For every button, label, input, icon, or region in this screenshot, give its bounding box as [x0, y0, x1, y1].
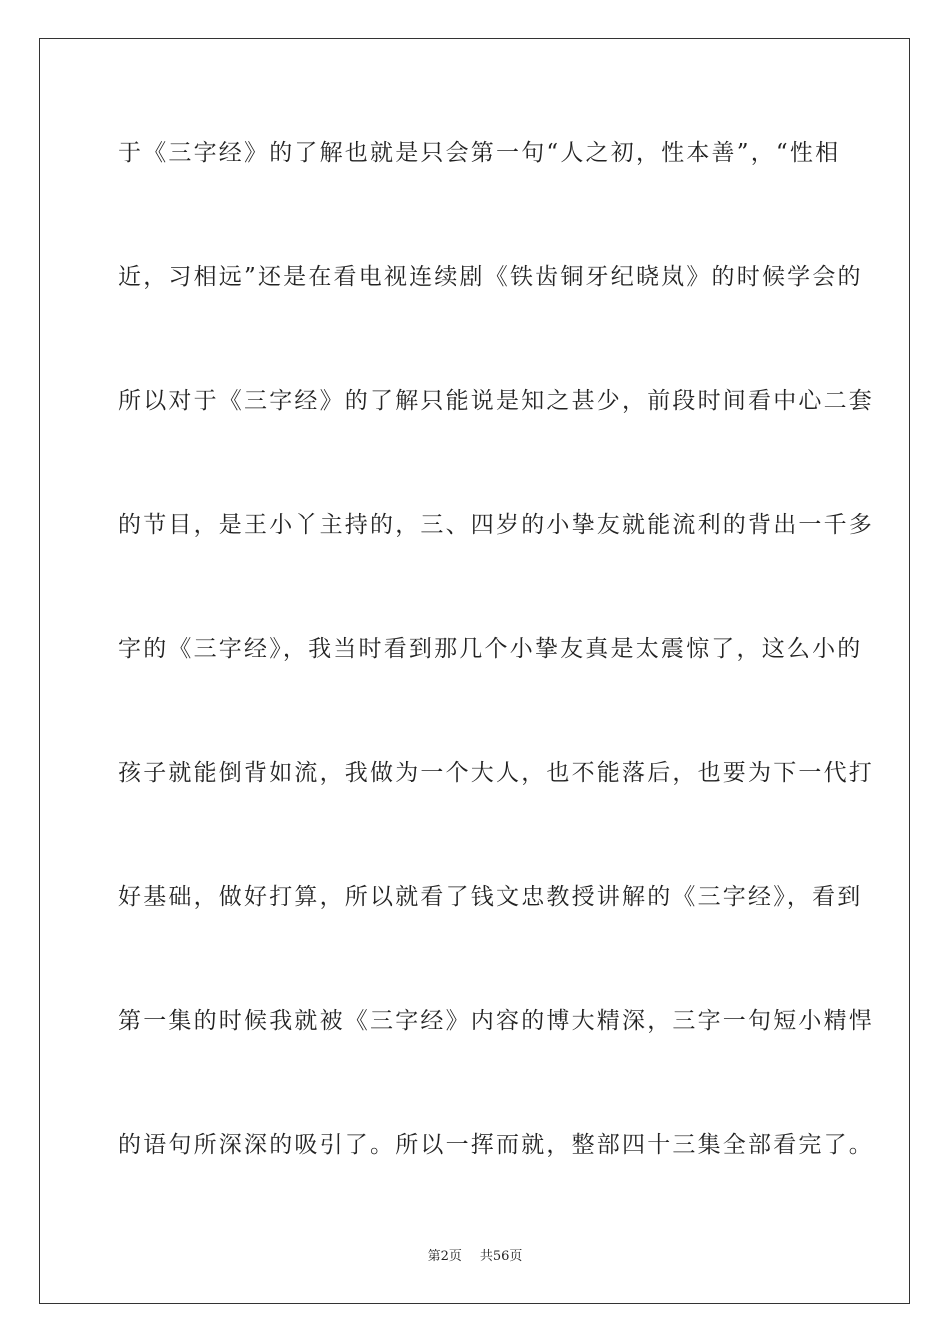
body-text-line-9: 的语句所深深的吸引了。所以一挥而就，整部四十三集全部看完了。 [118, 1132, 874, 1158]
body-text-line-6: 孩子就能倒背如流，我做为一个大人，也不能落后，也要为下一代打 [118, 760, 874, 786]
body-text-line-8: 第一集的时候我就被《三字经》内容的博大精深，三字一句短小精悍 [118, 1008, 874, 1034]
body-text-line-4: 的节目，是王小丫主持的，三、四岁的小挚友就能流利的背出一千多 [118, 512, 874, 538]
body-text-line-3: 所以对于《三字经》的了解只能说是知之甚少，前段时间看中心二套 [118, 388, 874, 414]
page-border [39, 38, 910, 1304]
page-number: 第2页 [427, 1249, 462, 1264]
body-text-line-1: 于《三字经》的了解也就是只会第一句“人之初，性本善”，“性相 [118, 140, 841, 166]
page-footer [0, 1245, 950, 1264]
body-text-line-2: 近，习相远”还是在看电视连续剧《铁齿铜牙纪晓岚》的时候学会的 [118, 264, 863, 290]
body-text-line-7: 好基础，做好打算，所以就看了钱文忠教授讲解的《三字经》，看到 [118, 884, 863, 910]
total-pages: 共56页 [479, 1249, 523, 1264]
body-text-line-5: 字的《三字经》，我当时看到那几个小挚友真是太震惊了，这么小的 [118, 636, 863, 662]
